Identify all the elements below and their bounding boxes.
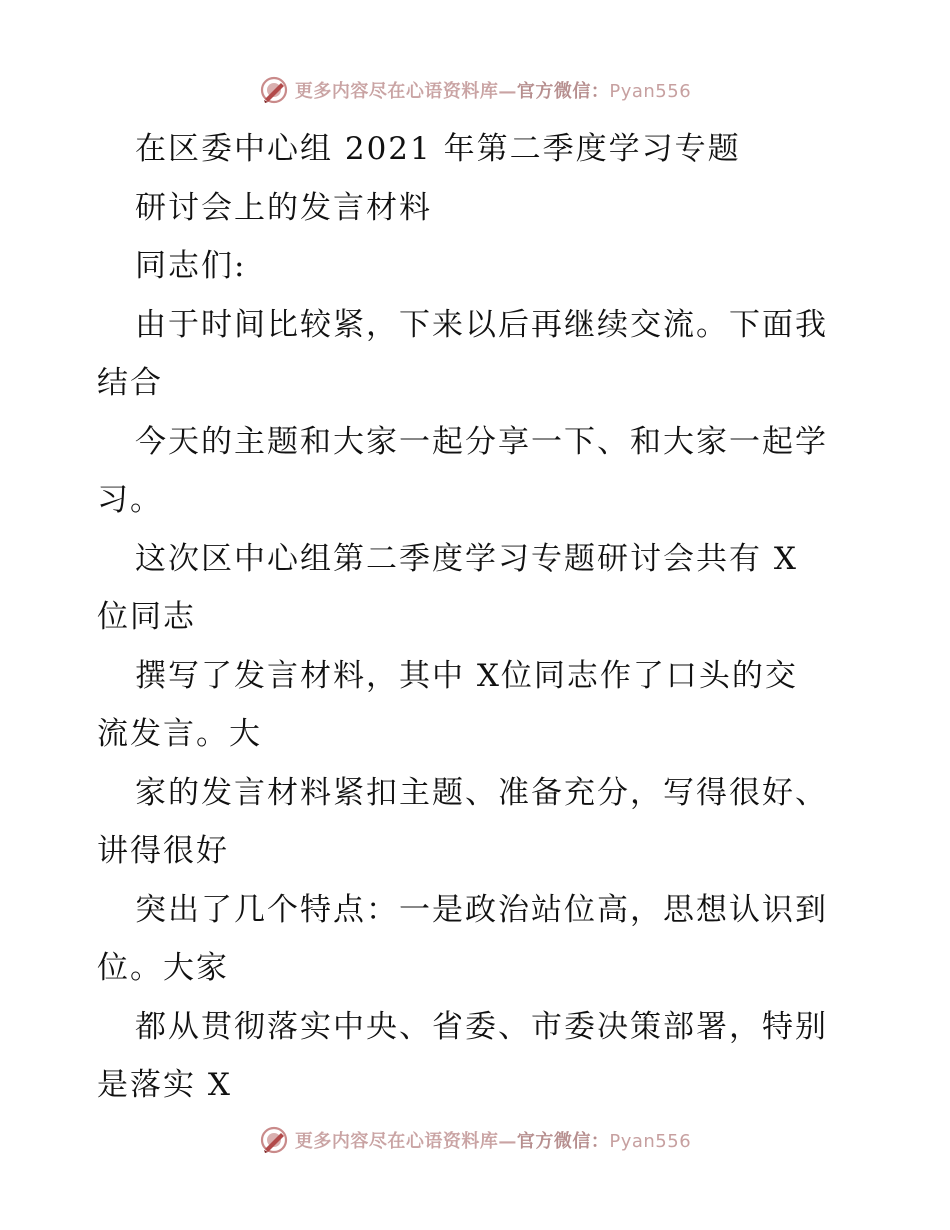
header-brand-text: 更多内容尽在心语资料库 xyxy=(294,81,499,102)
paragraph-line: 今天的主题和大家一起分享一下、和大家一起学 xyxy=(135,423,828,460)
paragraph-line: 由于时间比较紧，下来以后再继续交流。下面我 xyxy=(135,306,828,343)
header-watermark-text xyxy=(295,77,691,103)
paragraph-line: 这次区中心组第二季度学习专题研讨会共有 X xyxy=(135,540,798,577)
paragraph-line: 位同志 xyxy=(97,599,196,635)
pen-logo-icon xyxy=(259,1125,289,1155)
paragraph-line: 撰写了发言材料，其中 X位同志作了口头的交 xyxy=(135,657,798,694)
paragraph-line: 是落实 X xyxy=(97,1067,232,1103)
paragraph-line: 突出了几个特点：一是政治站位高，思想认识到 xyxy=(135,891,828,928)
paragraph-line: 结合 xyxy=(97,365,163,401)
pen-logo-icon xyxy=(259,75,289,105)
document-body xyxy=(97,120,857,1115)
header-wechat-id: Pyan556 xyxy=(609,81,692,102)
document-title-line-1: 在区委中心组 2021 年第二季度学习专题 xyxy=(135,131,741,167)
paragraph-line: 位。大家 xyxy=(97,950,229,986)
paragraph-line: 讲得很好 xyxy=(97,833,229,869)
header-separator: — xyxy=(498,81,517,102)
footer-wechat-label: 官方微信： xyxy=(516,1131,610,1152)
paragraph-line: 习。 xyxy=(97,482,163,518)
footer-wechat-id: Pyan556 xyxy=(609,1131,692,1152)
salutation-line: 同志们: xyxy=(135,248,247,284)
paragraph-line: 都从贯彻落实中央、省委、市委决策部署，特别 xyxy=(135,1008,828,1045)
footer-brand-text: 更多内容尽在心语资料库 xyxy=(294,1131,499,1152)
footer-separator: — xyxy=(498,1131,517,1152)
document-title-line-2: 研讨会上的发言材料 xyxy=(135,189,432,226)
paragraph-line: 家的发言材料紧扣主题、准备充分，写得很好、 xyxy=(135,774,828,811)
footer-watermark-text xyxy=(295,1127,691,1153)
paragraph-line: 流发言。大 xyxy=(97,716,262,752)
header-wechat-label: 官方微信： xyxy=(516,81,610,102)
footer-watermark-banner xyxy=(0,1120,950,1160)
header-watermark-banner xyxy=(0,70,950,110)
